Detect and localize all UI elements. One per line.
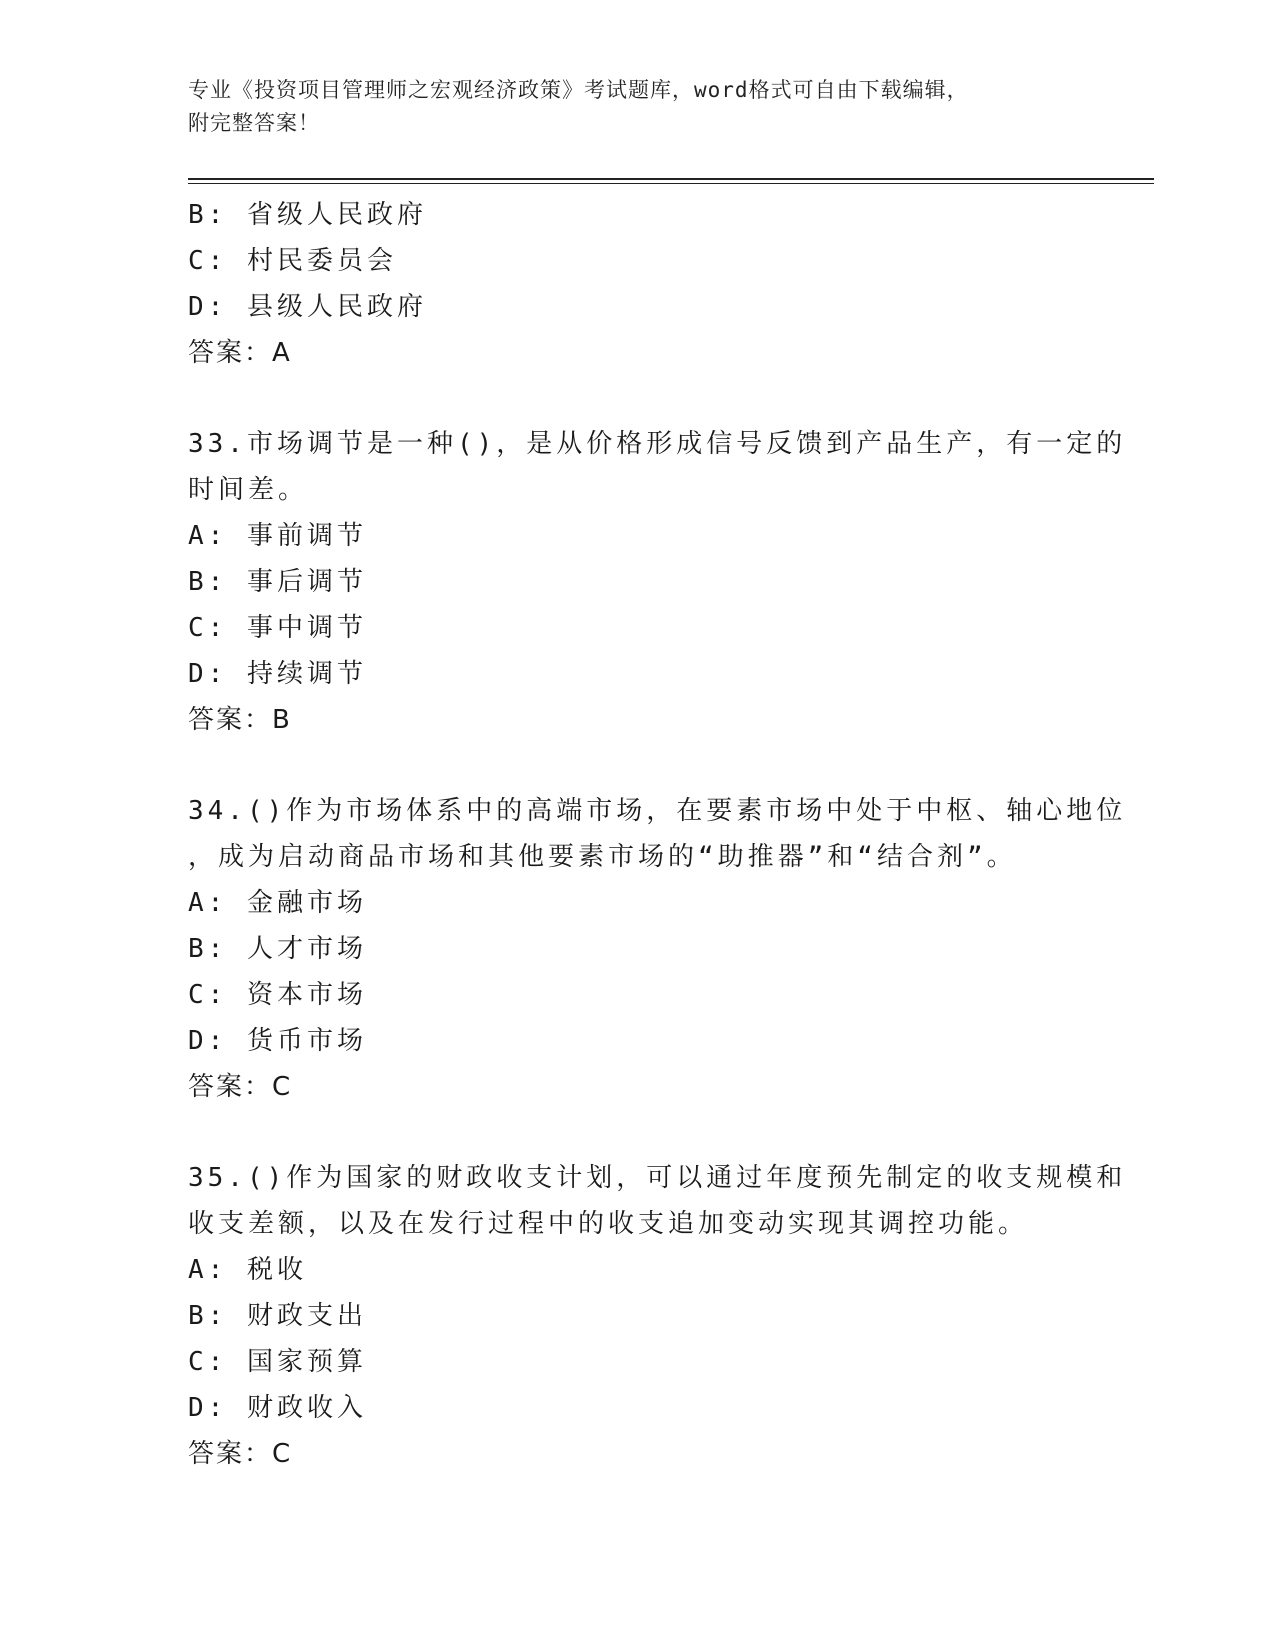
- question-text-line-1: 34.()作为市场体系中的高端市场，在要素市场中处于中枢、轴心地位: [188, 796, 1127, 826]
- option-c: C: 资本市场: [188, 980, 367, 1010]
- answer-line: 答案：A: [188, 338, 292, 368]
- option-a: A: 事前调节: [188, 521, 367, 551]
- option-a: A: 税收: [188, 1255, 307, 1285]
- option-d: D: 县级人民政府: [188, 292, 427, 322]
- option-a: A: 金融市场: [188, 888, 367, 918]
- answer-line: 答案：C: [188, 1072, 293, 1102]
- option-d: D: 货币市场: [188, 1026, 367, 1056]
- option-b: B: 财政支出: [188, 1301, 367, 1331]
- header-line-1: 专业《投资项目管理师之宏观经济政策》考试题库，word格式可自由下载编辑，: [188, 78, 969, 102]
- option-d: D: 财政收入: [188, 1393, 367, 1423]
- answer-line: 答案：C: [188, 1439, 293, 1469]
- option-b: B: 省级人民政府: [188, 200, 427, 230]
- answer-line: 答案：B: [188, 705, 292, 735]
- question-35: [188, 1155, 1127, 1477]
- option-d: D: 持续调节: [188, 659, 367, 689]
- option-c: C: 事中调节: [188, 613, 367, 643]
- option-c: C: 国家预算: [188, 1347, 367, 1377]
- question-32-continued: [188, 192, 1088, 376]
- question-text-line-2: ，成为启动商品市场和其他要素市场的“助推器”和“结合剂”。: [188, 842, 1017, 872]
- header-divider-thin: [188, 183, 1154, 184]
- option-b: B: 事后调节: [188, 567, 367, 597]
- header-line-2: 附完整答案！: [188, 111, 320, 135]
- option-c: C: 村民委员会: [188, 246, 397, 276]
- header-divider-thick: [188, 178, 1154, 180]
- question-text-line-1: 35.()作为国家的财政收支计划，可以通过年度预先制定的收支规模和: [188, 1163, 1127, 1193]
- option-b: B: 人才市场: [188, 934, 367, 964]
- question-list: [188, 192, 1127, 1477]
- question-34: [188, 788, 1127, 1110]
- question-text-line-2: 收支差额，以及在发行过程中的收支追加变动实现其调控功能。: [188, 1209, 1029, 1239]
- page-header: [188, 74, 1068, 140]
- question-33: [188, 421, 1127, 743]
- question-text-line-2: 时间差。: [188, 475, 309, 505]
- question-text-line-1: 33.市场调节是一种()，是从价格形成信号反馈到产品生产，有一定的: [188, 429, 1127, 459]
